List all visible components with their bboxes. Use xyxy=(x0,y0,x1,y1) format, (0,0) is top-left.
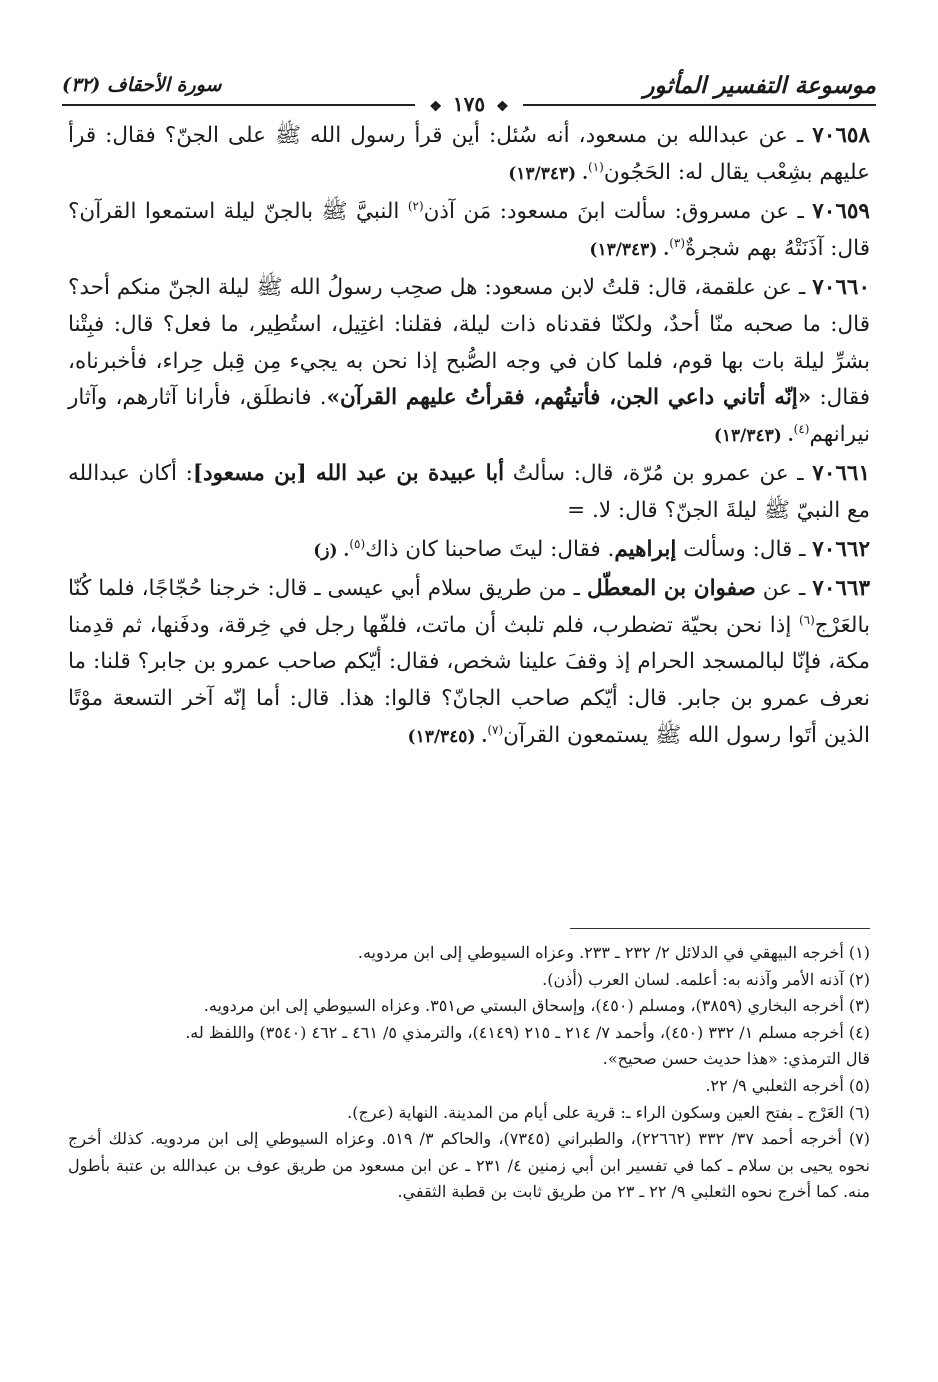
footnote: (١) أخرجه البيهقي في الدلائل ٢/ ٢٣٢ ـ ٢٣٣. وعزاه السيوطي إلى ابن مردويه. xyxy=(357,943,870,962)
entry-text: ـ من طريق سلام أبي عيسى ـ قال: خرجنا حُجّاجًا، فلما كُنّا بالعَرْج xyxy=(68,576,870,638)
volume-reference: . (١٣/٣٤٣) xyxy=(589,239,670,260)
entry-number: ٧٠٦٥٨ xyxy=(812,123,870,148)
footnote-marker[interactable]: (٢) xyxy=(407,199,424,214)
hadith-entry xyxy=(68,270,870,454)
entry-text: ـ عن عمرو بن مُرّة، قال: سألتُ xyxy=(504,461,813,487)
entry-text: إذا نحن بحيّة تضطرب، فلم تلبث أن ماتت، فلفّها رجل في خِرقة، ودفَنها، ثم قدِمنا مكة، فإنّا لبالمسجد الحرام إذ وقفَ علينا شخص، فقال: أيّكم صاحب عمرو بن جابر؟ قلنا: ما نعرف عمرو بن جابر. قال: أيّكم صاحب الجانّ؟ قالوا: هذا. قال: أما إنّه آخر التسعة موْتًا الذين أتَوا رسول الله ﷺ يستمعون القرآن xyxy=(68,612,870,748)
footnote: (٢) آذنه الأمر وآذنه به: أعلمه. لسان العرب (أذن). xyxy=(542,969,870,989)
main-text xyxy=(68,118,870,757)
footnote: قال الترمذي: «هذا حديث حسن صحيح». xyxy=(602,1049,870,1069)
hadith-entry xyxy=(68,571,870,755)
footnote: (٣) أخرجه البخاري (٣٨٥٩)، ومسلم (٤٥٠)، وإسحاق البستي ص٣٥١. وعزاه السيوطي إلى ابن مردويه. xyxy=(203,996,870,1016)
volume-reference: . (١٣/٣٤٥) xyxy=(407,726,488,747)
narrator-name: أبا عبيدة بن عبد الله [بن مسعود] xyxy=(192,461,505,487)
page-number-box xyxy=(415,91,522,120)
entry-number: ٧٠٦٦٢ xyxy=(812,536,870,562)
prophetic-quote: «إنّه أتاني داعي الجن، فأتيتُهم، فقرأتُ عليهم القرآن» xyxy=(326,385,812,411)
narrator-name: صفوان بن المعطّل xyxy=(586,576,756,602)
entry-text: ـ عن مسروق: سألت ابنَ مسعود: مَن آذن xyxy=(423,199,813,225)
entry-number: ٧٠٦٥٩ xyxy=(812,199,870,225)
ornament-icon: ❖ xyxy=(496,99,509,115)
entry-number: ٧٠٦٦١ xyxy=(812,461,871,487)
footnote-separator xyxy=(570,928,870,929)
page-number-wrap xyxy=(0,91,938,120)
entry-text: ـ عن عبدالله بن مسعود، أنه سُئل: أين قرأ رسول الله ﷺ على الجنّ؟ فقال: قرأ عليهم بشِعْب يقال له: الحَجُون xyxy=(68,123,870,185)
footnote-marker[interactable]: (٣) xyxy=(669,235,686,250)
ornament-icon: ❖ xyxy=(429,99,442,115)
entry-text: ـ عن علقمة، قال: قلتُ لابن مسعود: هل صحِب رسولُ الله ﷺ ليلة الجنّ منكم أحد؟ قال: ما صحبه منّا أحدٌ، ولكنّا فقدناه ذات ليلة، فقلنا: اغتِيل، استُطِير، ما فعل؟ قال: فبِتْنا بشرِّ ليلة بات بها قوم، فلما كان في وجه الصُّبح إذا نحن به يجيء مِن قِبل حِراء، فأخبرناه، فقال: xyxy=(68,275,871,411)
footnote: (٥) أخرجه الثعلبي ٩/ ٢٢. xyxy=(705,1075,870,1095)
entry-text: ـ قال: وسألت xyxy=(676,536,813,562)
entry-text: . فانطلَق، فأرانا آثارهم، وآثار نيرانهم xyxy=(68,385,870,447)
footnote: (٧) أخرجه أحمد ٣٧/ ٣٣٢ (٢٢٦٦٢)، والطبراني (٧٣٤٥)، والحاكم ٣/ ٥١٩. وعزاه السيوطي إلى ابن مردويه. كذلك أخرج نحوه يحيى بن سلام ـ كما في تفسير ابن أبي زمنين ٤/ ٢٣١ ـ عن ابن مسعود من طريق عوف بن عبدالله بن عتبة بأطول منه. كما أخرج نحوه الثعلبي ٩/ ٢٢ ـ ٢٣ من طريق ثابت بن قطبة الثقفي. xyxy=(68,1129,871,1202)
entry-text: : أكان عبدالله مع النبيّ ﷺ ليلةَ الجنّ؟ قال: لا. = xyxy=(68,461,870,523)
volume-reference: . (ز) xyxy=(313,540,350,561)
surah-title: سورة الأحقاف (٣٢) xyxy=(62,74,222,96)
footnote-marker[interactable]: (١) xyxy=(588,159,604,174)
hadith-entry xyxy=(68,118,870,192)
footnotes-section xyxy=(68,940,870,1206)
footnote: (٤) أخرجه مسلم ١/ ٣٣٢ (٤٥٠)، وأحمد ٧/ ٢١٤ ـ ٢١٥ (٤١٤٩)، والترمذي ٥/ ٤٦١ ـ ٤٦٢ (٣٥٤٠) واللفظ له. xyxy=(185,1022,870,1042)
volume-reference: . (١٣/٣٤٣) xyxy=(713,425,794,446)
entry-text: النبيَّ ﷺ بالجنّ ليلة استمعوا القرآن؟ قال: آذَنَتْهُ بهم شجرةٌ xyxy=(68,199,870,261)
hadith-entry xyxy=(68,532,870,570)
entry-number: ٧٠٦٦٣ xyxy=(812,576,871,602)
footnote-marker[interactable]: (٥) xyxy=(349,536,366,551)
hadith-entry xyxy=(68,456,870,529)
entry-text: . فقال: ليتَ صاحبنا كان ذاك xyxy=(365,536,615,562)
hadith-entry xyxy=(68,194,870,268)
footnote-marker[interactable]: (٤) xyxy=(793,421,810,436)
footnote: (٦) العَرْج ـ بفتح العين وسكون الراء ـ: قرية على أيام من المدينة. النهاية (عرج). xyxy=(347,1102,870,1122)
volume-reference: . (١٣/٣٤٣) xyxy=(508,163,588,184)
entry-number: ٧٠٦٦٠ xyxy=(812,275,870,301)
entry-text: ـ عن xyxy=(755,576,813,602)
narrator-name: إبراهيم xyxy=(614,536,677,562)
footnote-marker[interactable]: (٦) xyxy=(798,612,815,627)
footnote-marker[interactable]: (٧) xyxy=(487,722,504,737)
page-number: ١٧٥ xyxy=(452,92,486,116)
book-title: موسوعة التفسير المأثور xyxy=(643,71,876,99)
